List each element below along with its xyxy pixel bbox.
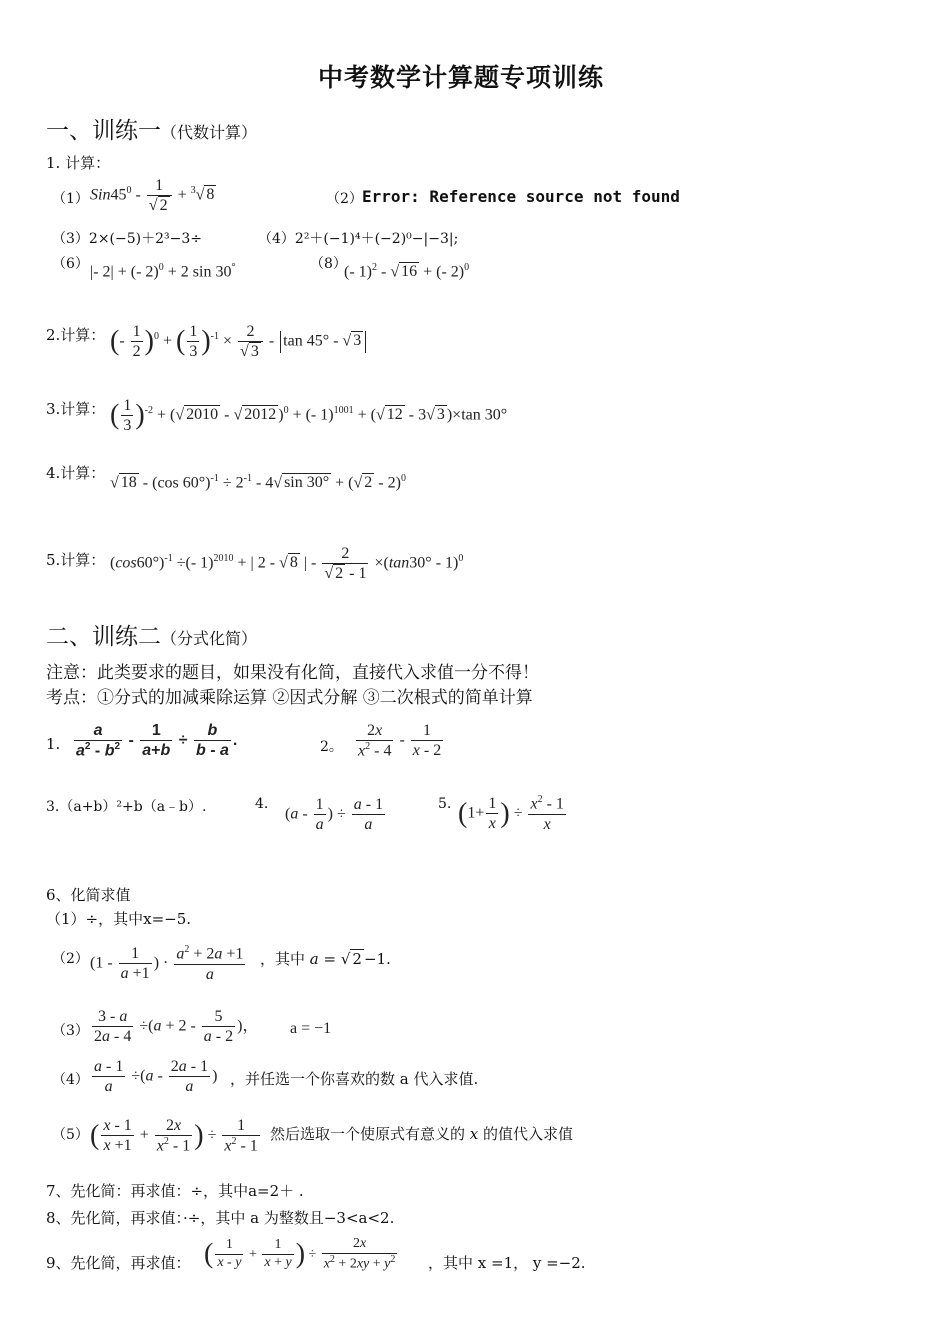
s2-p5-label: 5. bbox=[438, 796, 452, 812]
s2-p3: 3.（a+b）²+b（a﹣b）. bbox=[46, 799, 207, 815]
q1-p8-formula: (- 1)$^2$ - √ 16 + (- 2)$^0$ bbox=[344, 262, 470, 281]
q9-label: 9、先化简，再求值： bbox=[46, 1254, 191, 1272]
q6-p2-tail: ，其中 a = √ 2 −1. bbox=[260, 950, 391, 968]
q7-text: 7、先化简：再求值：÷，其中a=2＋ . bbox=[46, 1182, 304, 1200]
q6-heading: 6、化简求值 bbox=[46, 886, 131, 904]
q6-p2-label: （2） bbox=[52, 951, 89, 967]
q6-p4-tail: ，并任选一个你喜欢的数 a 代入求值. bbox=[230, 1070, 479, 1088]
q3-label: 3.计算： bbox=[46, 400, 106, 418]
exam-points-text: 考点：①分式的加减乘除运算 ②因式分解 ③二次根式的简单计算 bbox=[46, 688, 533, 708]
section2-heading bbox=[46, 618, 257, 651]
q1-p1-label: （1） bbox=[52, 191, 89, 207]
s2-p4-label: 4. bbox=[255, 796, 269, 812]
q3-formula: ( $\frac{1}{3}$ )$^{-2}$ + (√ 2010 - √ 2012 )$^0$ + (- 1)$^{1001}$ + (√ 12 - 3√ 3 )×tan 30° bbox=[110, 397, 508, 435]
q6-p5-tail-text2: 的值代入求值 bbox=[483, 1125, 574, 1143]
q1-p3: （3）2×(−5)＋2³−3÷ bbox=[52, 231, 202, 247]
page-title: 中考数学计算题专项训练 bbox=[318, 63, 605, 92]
q1-p4: （4）2²＋(−1)⁴＋(−2)⁰−|−3|; bbox=[258, 231, 459, 247]
q6-p5-tail: 然后选取一个使原式有意义的 x 的值代入求值 bbox=[270, 1125, 574, 1143]
q9-tail: ，其中 x =1， y =−2. bbox=[428, 1254, 586, 1272]
s2-p1-formula: $\frac{a}{a^2 - b^2}$ - $\frac{1}{a+b}$ ÷ $\frac{b}{b - a}$ . bbox=[76, 722, 238, 760]
q1-p6-formula: |- 2| + (- 2)$^0$ + 2 sin 30° bbox=[90, 262, 236, 281]
q1-p1-formula: $Sin45^0$ - $\frac{1}{√ 2}$ + $^3$√ 8 bbox=[90, 177, 215, 215]
section1-title: 一、训练一 bbox=[46, 118, 161, 144]
q5-formula: $(\cos 60^\circ)^{-1}$ ÷(- 1)$^{2010}$ + | 2 - √ 8 | - $\frac{2}{√ 2 - 1}$ ×(tan30° - 1)$^0$ bbox=[110, 545, 464, 583]
q6-p3-tail: a = −1 bbox=[290, 1020, 332, 1037]
q4-label: 4.计算： bbox=[46, 464, 106, 482]
q1-p2-label: （2） bbox=[326, 191, 363, 207]
q6-p5-tail-text: 然后选取一个使原式有意义的 bbox=[270, 1125, 466, 1143]
q1-label: 1. 计算： bbox=[46, 154, 111, 172]
section2-title: 二、训练二 bbox=[46, 624, 161, 650]
s2-p2-label: 2。 bbox=[320, 739, 343, 755]
q8-text: 8、先化简，再求值：·÷，其中 a 为整数且−3<a<2. bbox=[46, 1209, 395, 1227]
s2-p4-formula: (a - $\frac{1}{a}$ ) ÷ $\frac{a - 1}{a}$ bbox=[285, 796, 384, 834]
s2-p5-formula: (1+ $\frac{1}{x}$ ) ÷ $\frac{x^2 - 1}{x}$ bbox=[458, 794, 564, 833]
q2-label: 2.计算： bbox=[46, 326, 106, 344]
q6-p3-formula: $\frac{3 - a}{2a - 4}$ ÷(a + 2 - $\frac{5}{a - 2}$ )， bbox=[94, 1008, 259, 1046]
section1-subtitle: （代数计算） bbox=[161, 123, 258, 142]
q6-p2-where: ，其中 bbox=[260, 950, 306, 968]
q5-label: 5.计算： bbox=[46, 551, 106, 569]
q6-p4-label: （4） bbox=[52, 1072, 89, 1088]
q1-p6-label: （6） bbox=[52, 256, 89, 272]
q4-formula: √ 18 - (cos $60^\circ)^{-1} \div 2^{-1} - 4√$ sin 30° + (√ 2 - 2)$^0$ bbox=[110, 473, 406, 492]
q6-p5-formula: ( $\frac{x - 1}{x +1}$ + $\frac{2x}{x^2 - 1}$ ) ÷ $\frac{1}{x^2 - 1}$ bbox=[90, 1117, 258, 1155]
s2-p2-formula: $\frac{2x}{x^2 - 4}$ - $\frac{1}{x - 2}$ bbox=[358, 722, 442, 760]
q1-p8-label: （8） bbox=[310, 256, 347, 272]
q6-p5-label: （5） bbox=[52, 1127, 89, 1143]
q6-p4-formula: $\frac{a - 1}{a}$ ÷(a - $\frac{2a - 1}{a}$ ) bbox=[94, 1058, 218, 1096]
q1-p2-error: Error: Reference source not found bbox=[362, 187, 680, 206]
q9-formula: ( $\frac{1}{x - y}$ + $\frac{1}{x + y}$ ) ÷ $\frac{2x}{x^2 + 2xy + y^2}$ bbox=[204, 1236, 396, 1272]
section1-heading bbox=[46, 112, 257, 145]
section2-subtitle: （分式化简） bbox=[161, 629, 258, 648]
notice-text: 注意：此类要求的题目，如果没有化简，直接代入求值一分不得！ bbox=[46, 663, 539, 683]
q6-p2-formula: (1 - $\frac{1}{a +1}$ ) · $\frac{a^2 + 2a +1}{a}$ bbox=[90, 944, 244, 983]
s2-p1-label: 1. bbox=[46, 735, 61, 753]
q6-p1: （1）÷，其中x=−5. bbox=[46, 910, 192, 928]
q6-p3-label: （3） bbox=[52, 1023, 89, 1039]
q6-p2-value: −1. bbox=[363, 950, 391, 968]
q2-formula: (- $\frac{1}{2}$ )$^0$ + ( $\frac{1}{3}$ )$^{-1}$ × $\frac{2}{√ 3}$ - tan 45° - √ 3 bbox=[110, 322, 368, 361]
